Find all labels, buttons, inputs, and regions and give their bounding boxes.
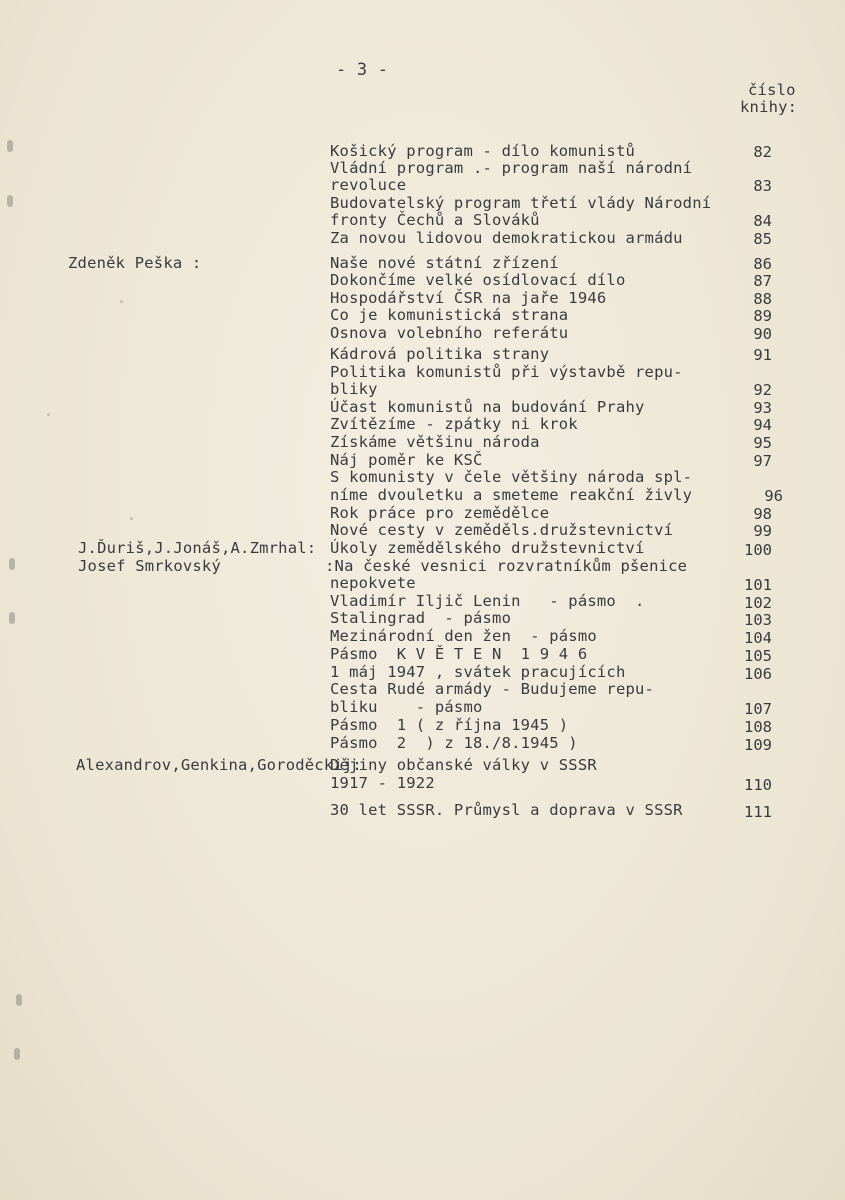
- book-title: 1 máj 1947 , svátek pracujících: [330, 663, 626, 681]
- book-number: 102: [744, 594, 772, 612]
- book-title: bliky: [330, 380, 378, 398]
- book-number: 104: [744, 629, 772, 647]
- book-title: Úkoly zemědělského družstevnictví: [330, 539, 645, 557]
- book-title: Osnova volebního referátu: [330, 324, 569, 342]
- book-title: Dějiny občanské války v SSSR: [330, 756, 597, 774]
- book-title: Pásmo K V Ě T E N 1 9 4 6: [330, 645, 588, 663]
- book-title: Vládní program .- program naší národní: [330, 159, 693, 177]
- book-title: Získáme většinu národa: [330, 433, 540, 451]
- book-title: Nové cesty v zeměděls.družstevnictví: [330, 521, 674, 539]
- book-number: 97: [753, 452, 772, 470]
- book-number: 89: [753, 307, 772, 325]
- book-title: Mezinárodní den žen - pásmo: [330, 627, 597, 645]
- book-number: 95: [753, 434, 772, 452]
- book-title: Košický program - dílo komunistů: [330, 142, 636, 160]
- column-header-line2: knihy:: [740, 98, 798, 116]
- book-title: fronty Čechů a Slováků: [330, 211, 540, 229]
- book-number: 105: [744, 647, 772, 665]
- book-title: :Na české vesnici rozvratníkům pšenice: [325, 557, 688, 575]
- book-title: 1917 - 1922: [330, 774, 435, 792]
- book-title: Dokončíme velké osídlovací dílo: [330, 271, 626, 289]
- punch-hole-mark: [9, 558, 15, 570]
- paper-speck: [47, 413, 50, 416]
- book-number: 87: [753, 272, 772, 290]
- book-title: Zvítězíme - zpátky ni krok: [330, 415, 578, 433]
- book-title: Budovatelský program třetí vlády Národní: [330, 194, 712, 212]
- book-number: 109: [744, 736, 772, 754]
- page-number: - 3 -: [336, 60, 389, 80]
- book-title: bliku - pásmo: [330, 698, 483, 716]
- book-number: 82: [753, 143, 772, 161]
- book-number: 111: [744, 803, 772, 821]
- book-number: 110: [744, 776, 772, 794]
- book-number: 90: [753, 325, 772, 343]
- book-title: Hospodářství ČSR na jaře 1946: [330, 289, 607, 307]
- book-number: 91: [753, 346, 772, 364]
- book-title: Pásmo 2 ) z 18./8.1945 ): [330, 734, 578, 752]
- book-title: Co je komunistická strana: [330, 306, 569, 324]
- paper-speck: [130, 517, 133, 520]
- book-title: S komunisty v čele většiny národa spl-: [330, 468, 693, 486]
- column-header-line1: číslo: [748, 81, 796, 99]
- book-number: 103: [744, 611, 772, 629]
- book-number: 108: [744, 718, 772, 736]
- book-title: Kádrová politika strany: [330, 345, 550, 363]
- book-number: 99: [753, 522, 772, 540]
- book-title: Vladimír Iljič Lenin - pásmo .: [330, 592, 645, 610]
- punch-hole-mark: [7, 195, 13, 207]
- book-title: Stalingrad - pásmo: [330, 609, 512, 627]
- book-number: 96: [764, 487, 783, 505]
- author-name: Zdeněk Peška :: [68, 254, 202, 272]
- book-number: 106: [744, 665, 772, 683]
- book-title: nepokvete: [330, 574, 416, 592]
- book-title: Za novou lidovou demokratickou armádu: [330, 229, 683, 247]
- book-number: 100: [744, 541, 772, 559]
- punch-hole-mark: [16, 994, 22, 1006]
- book-number: 88: [753, 290, 772, 308]
- book-number: 83: [753, 177, 772, 195]
- book-title: níme dvouletku a smeteme reakční živly: [330, 486, 693, 504]
- author-name: Josef Smrkovský: [78, 557, 221, 575]
- paper-speck: [120, 300, 123, 303]
- book-title: Účast komunistů na budování Prahy: [330, 398, 645, 416]
- book-number: 101: [744, 576, 772, 594]
- punch-hole-mark: [7, 140, 13, 152]
- book-title: Cesta Rudé armády - Budujeme repu-: [330, 680, 655, 698]
- book-title: Náj poměr ke KSČ: [330, 451, 483, 469]
- book-number: 92: [753, 381, 772, 399]
- book-title: Pásmo 1 ( z října 1945 ): [330, 716, 569, 734]
- book-number: 84: [753, 212, 772, 230]
- author-name: Alexandrov,Genkina,Goroděckij:: [76, 756, 362, 774]
- book-number: 94: [753, 416, 772, 434]
- punch-hole-mark: [14, 1048, 20, 1060]
- book-number: 98: [753, 505, 772, 523]
- book-title: Rok práce pro zemědělce: [330, 504, 550, 522]
- book-number: 107: [744, 700, 772, 718]
- book-number: 93: [753, 399, 772, 417]
- book-number: 86: [753, 255, 772, 273]
- book-title: Naše nové státní zřízení: [330, 254, 559, 272]
- book-title: revoluce: [330, 176, 407, 194]
- punch-hole-mark: [9, 612, 15, 624]
- book-title: Politika komunistů při výstavbě repu-: [330, 363, 683, 381]
- author-name: J.Ďuriš,J.Jonáš,A.Zmrhal:: [78, 539, 317, 557]
- book-title: 30 let SSSR. Průmysl a doprava v SSSR: [330, 801, 683, 819]
- book-number: 85: [753, 230, 772, 248]
